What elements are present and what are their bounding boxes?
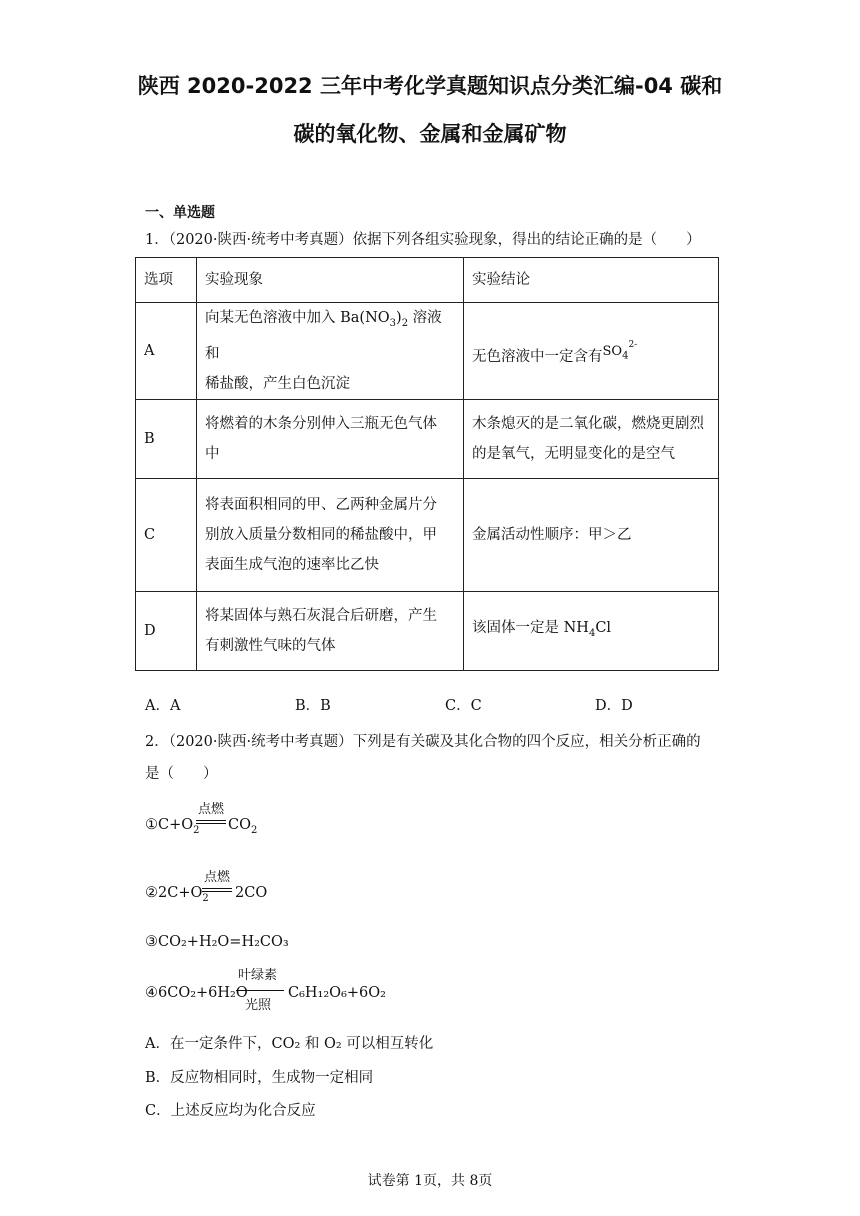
- q1-option-d: D．D: [595, 698, 633, 714]
- question-1-stem: 1．（2020·陕西·统考中考真题）依据下列各组实验现象，得出的结论正确的是（ ）: [145, 232, 701, 248]
- row-option: B: [136, 399, 197, 478]
- reaction-1-condition: 点燃: [198, 802, 225, 817]
- reaction-4-condition-top: 叶绿素: [238, 968, 278, 983]
- document-title-line-1: 陕西 2020-2022 三年中考化学真题知识点分类汇编-04 碳和: [137, 74, 723, 98]
- q2-option-c: C．上述反应均为化合反应: [145, 1103, 316, 1119]
- reaction-1-right: $CO_2$: [228, 817, 258, 836]
- q2-option-a: A．在一定条件下，CO₂ 和 O₂ 可以相互转化: [145, 1036, 434, 1052]
- reaction-1-line: [196, 820, 226, 821]
- q1-option-b: B．B: [295, 698, 331, 714]
- q1-option-c: C．C: [445, 698, 482, 714]
- row-phenomenon: 将表面积相同的甲、乙两种金属片分 别放入质量分数相同的稀盐酸中，甲 表面生成气泡的速率比乙快: [197, 478, 464, 591]
- row-phenomenon: 向某无色溶液中加入 $Ba(NO_3)_2$ 溶液和 稀盐酸，产生白色沉淀: [197, 303, 464, 400]
- reaction-2-right: 2CO: [235, 885, 268, 901]
- reaction-2-left: $②2C+O_2$: [145, 885, 209, 904]
- table-header-row: [136, 258, 719, 303]
- row-conclusion: 木条熄灭的是二氧化碳，燃烧更剧烈 的是氧气，无明显变化的是空气: [464, 399, 719, 478]
- row-option: C: [136, 478, 197, 591]
- header-phenomenon: 实验现象: [197, 258, 464, 303]
- row-conclusion: 无色溶液中一定含有$SO_4^{2-}$: [464, 303, 719, 400]
- reaction-3: ③CO₂+H₂O=H₂CO₃: [145, 934, 289, 950]
- row-option: D: [136, 591, 197, 670]
- table-row: [136, 399, 719, 478]
- q1-option-a: A．A: [145, 698, 181, 714]
- reaction-2-line: [202, 891, 232, 892]
- row-conclusion: 金属活动性顺序：甲＞乙: [464, 478, 719, 591]
- reaction-2-condition: 点燃: [204, 870, 231, 885]
- table-row: [136, 591, 719, 670]
- section-heading: 一、单选题: [145, 205, 215, 221]
- question-1-table: [135, 257, 719, 671]
- table-row: [136, 303, 719, 400]
- page-footer: 试卷第 1页，共 8页: [367, 1173, 493, 1189]
- reaction-4-condition-bottom: 光照: [245, 998, 272, 1013]
- sulfate-ion: $SO_4^{2-}$: [602, 339, 638, 362]
- reaction-1-left: $①C+O_2$: [145, 817, 200, 836]
- reaction-1-line: [196, 823, 226, 824]
- document-title-line-2: 碳的氧化物、金属和金属矿物: [293, 122, 567, 146]
- reaction-2-line: [202, 888, 232, 889]
- row-phenomenon: 将燃着的木条分别伸入三瓶无色气体 中: [197, 399, 464, 478]
- row-phenomenon: 将某固体与熟石灰混合后研磨，产生 有刺激性气味的气体: [197, 591, 464, 670]
- reaction-4-line: [236, 990, 284, 991]
- row-option: A: [136, 303, 197, 400]
- reaction-4-right: C₆H₁₂O₆+6O₂: [288, 985, 386, 1001]
- table-row: [136, 478, 719, 591]
- header-conclusion: 实验结论: [464, 258, 719, 303]
- row-conclusion: 该固体一定是 $NH_4Cl$: [464, 591, 719, 670]
- question-2-stem-line-1: 2．（2020·陕西·统考中考真题）下列是有关碳及其化合物的四个反应，相关分析正确的: [145, 734, 701, 750]
- header-option: 选项: [136, 258, 197, 303]
- reaction-4-left: ④6CO₂+6H₂O: [145, 985, 248, 1001]
- q2-option-b: B．反应物相同时，生成物一定相同: [145, 1070, 374, 1086]
- question-2-stem-line-2: 是（ ）: [145, 766, 218, 782]
